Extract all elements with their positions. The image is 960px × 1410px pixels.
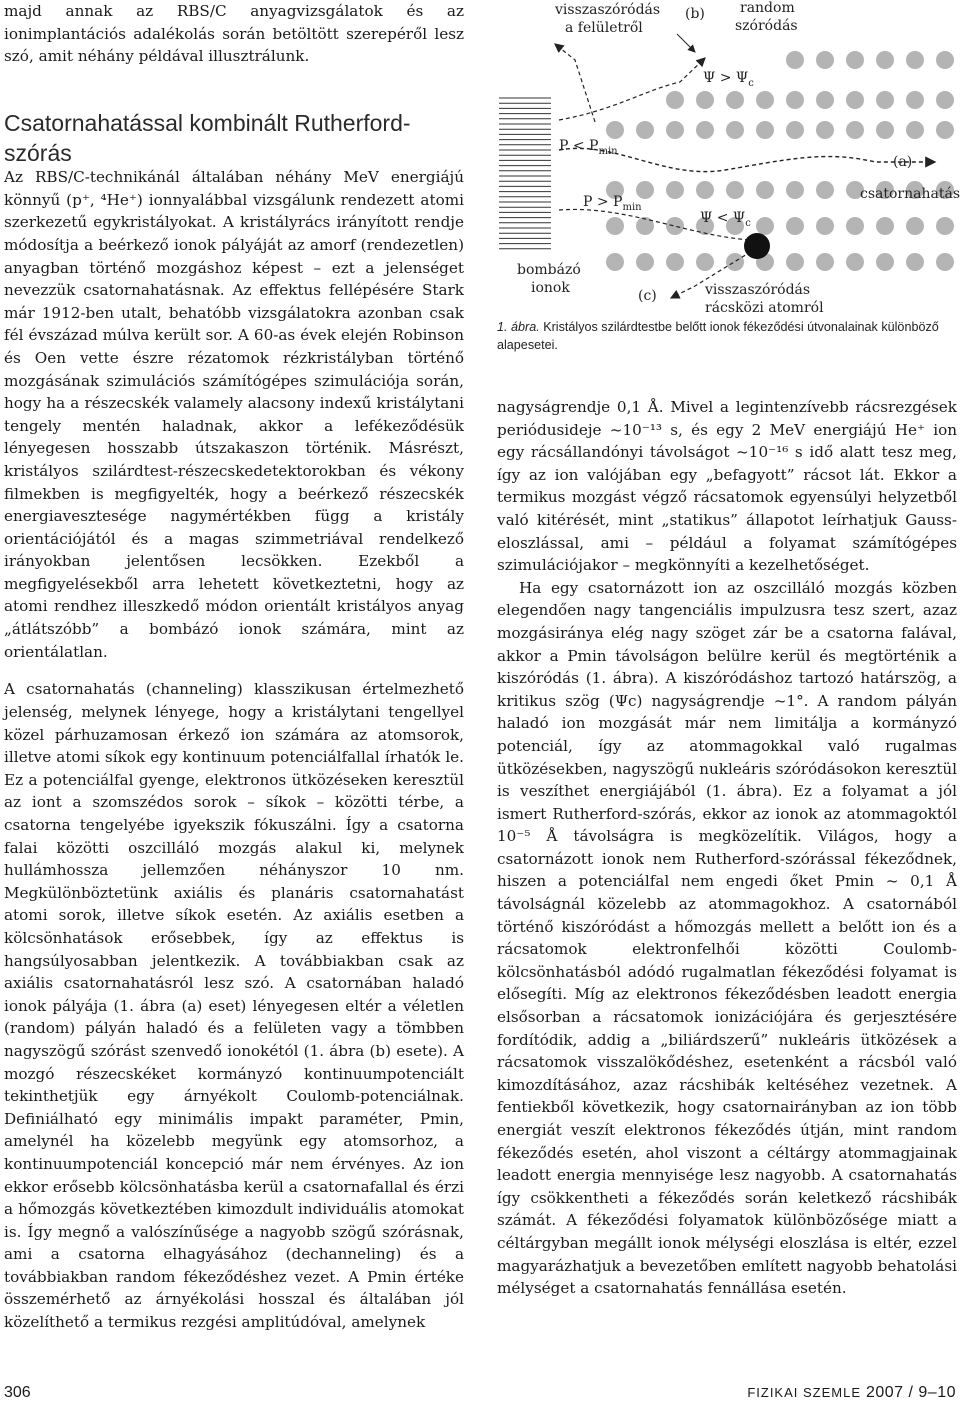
label-b: (b)	[685, 6, 705, 22]
lattice-atom	[906, 217, 924, 235]
lattice-atom	[786, 121, 804, 139]
surface-backscatter-trajectory	[555, 44, 595, 122]
lattice-atom	[756, 181, 774, 199]
lattice-atom	[696, 91, 714, 109]
channeling-diagram-svg	[495, 0, 960, 320]
figure-channeling-diagram	[495, 0, 960, 320]
caption-number: 1. ábra.	[497, 320, 540, 334]
lattice-atom	[666, 253, 684, 271]
lattice-atom	[786, 51, 804, 69]
lattice-atom	[906, 51, 924, 69]
left-paragraph-1: Az RBS/C-technikánál általában néhány MeV energiájú könnyű (p⁺, ⁴He⁺) ionnyalábbal vizsgálunk rendezett atomi szerkezetű egykristályokat. A kristályrács irányított rendje módosítja a beérkező ionok pályáját az amorf (rendezetlen) anyagban történő mozgáshoz képest – ezt a jelenséget nevezzük csatornahatásnak. Az effektus fellépésére Stark már 1912-ben utalt, behatóbb vizsgálatokra azonban csak fél évszázad múlva került sor. A 60-as évek elején Robinson és Oen vette észre rézatomok rézkristályban történő mozgásának szimulációs számítógépes szimulációja során, hogy ha a részecskék valamely alacsony indexű kristálytani tengely mentén haladnak, akkor a lefékeződésük lényegesen hosszabb útszakaszon történik. Másrészt, kristályos szilárdtest-részecskedetektorokban és vékony filmekben is megfigyelték, hogy a beérkező részecskék energiavesztesége nagymértékben függ a kristály orientációjától és a magas szimmetriával rendelkező irányokban jelentősen lecsökken. Ezekből a megfigyelésekből arra lehetett következtetni, hogy az atomi rendhez illeszkedő módon orientált kristályos anyag „átlátszóbb” a bombázó ionok számára, mint az orientálatlan.	[4, 168, 464, 661]
interstitial-atom	[744, 233, 770, 259]
lattice-atom	[636, 121, 654, 139]
lattice-atom	[846, 121, 864, 139]
lattice-atom	[696, 181, 714, 199]
lattice-atom	[666, 181, 684, 199]
lattice-atom	[756, 121, 774, 139]
lattice-atom	[876, 91, 894, 109]
lattice-atom	[636, 217, 654, 235]
lattice-atom	[816, 91, 834, 109]
lattice-atom	[816, 253, 834, 271]
lattice-atom	[906, 253, 924, 271]
lattice-atom	[906, 121, 924, 139]
lattice-atom	[876, 217, 894, 235]
lattice-atom	[936, 253, 954, 271]
label-bombard-2: ionok	[531, 280, 570, 296]
lattice-atom	[876, 253, 894, 271]
lattice-atom	[696, 253, 714, 271]
label-a: (a)	[893, 154, 913, 170]
label-interstitial-1: visszaszóródás	[705, 282, 811, 298]
lattice-atom	[666, 91, 684, 109]
ion-beam-lines	[499, 98, 551, 249]
label-p-lt: $P < P_{min}$	[559, 138, 618, 157]
lattice-atom	[936, 91, 954, 109]
lattice-atom	[696, 121, 714, 139]
lattice-atom	[816, 181, 834, 199]
lattice-atom	[816, 121, 834, 139]
lattice-atom	[726, 91, 744, 109]
intro-paragraph: majd annak az RBS/C anyagvizsgálatok és az ionimplantációs adalékolás során betöltött szerepéről lesz szó, amit néhány példával illusztrálunk.	[4, 2, 464, 66]
right-paragraph-1: nagyságrendje 0,1 Å. Mivel a legintenzívebb rácsrezgések periódusideje ~10⁻¹³ s, és egy 2 MeV energiájú He⁺ ion egy rácsállandónyi távolságot ~10⁻¹⁶ s idő alatt tesz meg, így az ion valójában egy „befagyott” rácsot lát. Ekkor a termikus mozgást végző rácsatomok egyensúlyi helyzetből való kitérését, mint „statikus” állapotot leírhatjuk Gauss-eloszlással, ami – például a folyamat számítógépes szimulációjakor – megkönnyíti a kezelhetőséget.	[497, 398, 957, 575]
lattice-atom	[786, 217, 804, 235]
label-surface-scatter-1: visszaszóródás	[555, 2, 661, 18]
arrow-b	[677, 34, 695, 52]
lattice-atom	[786, 181, 804, 199]
label-psi-gt: $\Psi > \Psi_c$	[703, 70, 754, 89]
label-random-2: szóródás	[735, 18, 798, 34]
journal-issue: 2007 / 9–10	[865, 1384, 956, 1401]
right-column-body	[497, 396, 957, 1300]
label-interstitial-2: rácsközi atomról	[705, 300, 824, 316]
lattice-atom	[726, 121, 744, 139]
caption-text: Kristályos szilárdtestbe belőtt ionok fékeződési útvonalainak különböző alapesetei.	[497, 320, 939, 352]
lattice-atom	[666, 217, 684, 235]
lattice-atom	[936, 51, 954, 69]
label-surface-scatter-2: a felületről	[565, 20, 643, 36]
lattice-atom	[846, 51, 864, 69]
lattice-atom	[606, 121, 624, 139]
label-channeling: csatornahatás	[860, 186, 960, 202]
lattice-atom	[636, 181, 654, 199]
random-trajectory	[559, 58, 705, 120]
lattice-atom	[846, 217, 864, 235]
lattice-atom	[786, 253, 804, 271]
lattice-atom	[906, 91, 924, 109]
lattice-atom	[846, 91, 864, 109]
journal-name: FIZIKAI SZEMLE	[747, 1385, 862, 1400]
label-random-1: random	[740, 0, 795, 16]
lattice-atom	[816, 51, 834, 69]
lattice-atom	[816, 217, 834, 235]
label-c: (c)	[638, 288, 657, 304]
lattice-atom	[936, 217, 954, 235]
lattice-atom	[786, 91, 804, 109]
lattice-atom	[756, 217, 774, 235]
right-paragraph-2: Ha egy csatornázott ion az oszcilláló mozgás közben elegendően nagy tangenciális impulzusra tesz szert, azaz mozgásiránya elég nagy szöget zár be a csatorna falával, akkor a Pmin távolságon belülre kerül és megtörténik a kiszóródás (1. ábra). A kiszóródáshoz tartozó határszög, a kritikus szög (Ψc) nagyságrendje ~1°. A random pályán haladó ion mozgását már nem limitálja a kormányzó potenciál, így az atommagokkal való rugalmas ütközésekben, nagyszögű nukleáris szóródásokon keresztül is veszíthet energiájából (1. ábra). Ez a folyamat a jól ismert Rutherford-szórás, ekkor az ionok az atommagoktól 10⁻⁵ Å távolságra is megközelítik. Világos, hogy a csatornázott ionok nem Rutherford-szórással fékeződnek, hiszen a potenciálfal nem engedi őket Pmin ~ 0,1 Å távolságnál közelebb az atommagokhoz. A csatornából történő kiszóródást a hőmozgás mellett a belőtt ion és a rácsatomok elektronfelhői közötti Coulomb-kölcsönhatásból adódó rugalmatlan fékeződési folyamat is elősegíti. Míg az elektronos fékeződésben leadott energia elsősorban a rácsatomok ionizációjára és gerjesztésére fordítódik, addig a „biliárdszerű” nukleáris ütközések a rácsatomok visszalökődéshez, esetenként a rácsból való kimozdításához, azaz rácshibák keltéséhez vezetnek. A fentiekből következik, hogy csatornairányban az ion több energiát veszít elektronos fékeződés útján, mint random fékeződés esetén, ahol viszont a céltárgy atommagjainak leadott energia mennyisége lesz nagyobb. A csatornahatás így csökkentheti a fékeződés során keletkező rácshibák számát. A fékeződési folyamatok különbözősége miatt a céltárgyban megállt ionok mélységi eloszlása is eltér, ezzel magyarázhatjuk a bevezetőben említett nagyobb behatolási mélységet a csatornahatás fennállása esetén.	[497, 578, 957, 1298]
lattice-atom	[726, 181, 744, 199]
left-column-body	[4, 151, 464, 1349]
lattice-atom	[846, 253, 864, 271]
label-psi-lt: $\Psi < \Psi_c$	[700, 210, 751, 229]
lattice-atom	[756, 91, 774, 109]
lattice-atom	[636, 253, 654, 271]
page-number: 306	[4, 1384, 31, 1401]
journal-footer	[747, 1384, 956, 1402]
lattice-atom	[876, 51, 894, 69]
lattice-atom	[876, 121, 894, 139]
section-title: Csatornahatással kombinált Rutherford-szórás	[4, 110, 411, 166]
left-paragraph-2: A csatornahatás (channeling) klasszikusan értelmezhető jelenség, melynek lényege, hogy a kristálytani tengellyel közel párhuzamosan érkező ion számára az atomsorok, illetve atomi síkok egy kontinuum potenciálfallal írhatók le. Ez a potenciálfal gyenge, elektronos ütközéseken keresztül az iont a szomszédos sorok – síkok – közötti térbe, a csatorna tengelyébe igyekszik fókuszálni. Így a csatorna falai közötti oszcilláló mozgás alakul ki, melynek hullámhossza jellemzően néhányszor 10 nm. Megkülönböztetünk axiális és planáris csatornahatást atomi sorok, illetve síkok esetén. Az axiális esetben a kölcsönhatások erősebbek, így az effektus is hangsúlyosabban jelentkezik. A továbbiakban csak az axiális csatornahatásról lesz szó. A csatornában haladó ionok pályája (1. ábra (a) eset) lényegesen eltér a véletlen (random) pályán haladó és a felületen vagy a tömbben nagyszögű szórást szenvedő ionokétól (1. ábra (b) esete). A mozgó részecskéket kormányzó kontinuumpotenciált tekinthetjük egy árnyékolt Coulomb-potenciálnak. Definiálható egy minimális impakt paraméter, Pmin, amelynél ha közelebb megyünk egy atomsorhoz, a kontinuumpotenciál koncepció már nem érvényes. Az ion ekkor erősebb kölcsönhatásba kerül a csatornafallal és érzi a hőmozgás következtében kimozdult individuális atomokat is. Így megnő a valószínűsége a nagyobb szögű szórásnak, ami a csatorna elhagyásához (dechanneling) és a továbbiakban random fékeződéshez vezet. A Pmin értéke összemérhető az árnyékolási hosszal és általában jól közelíthető a termikus rezgési amplitúdóval, amelynek	[4, 680, 464, 1332]
lattice-atom	[606, 253, 624, 271]
lattice-atom	[936, 121, 954, 139]
label-bombard-1: bombázó	[517, 262, 581, 278]
label-p-gt: $P > P_{min}$	[583, 194, 642, 213]
lattice-atom	[606, 217, 624, 235]
lattice-atom	[666, 121, 684, 139]
figure-caption	[497, 318, 957, 354]
lattice-atom	[726, 253, 744, 271]
